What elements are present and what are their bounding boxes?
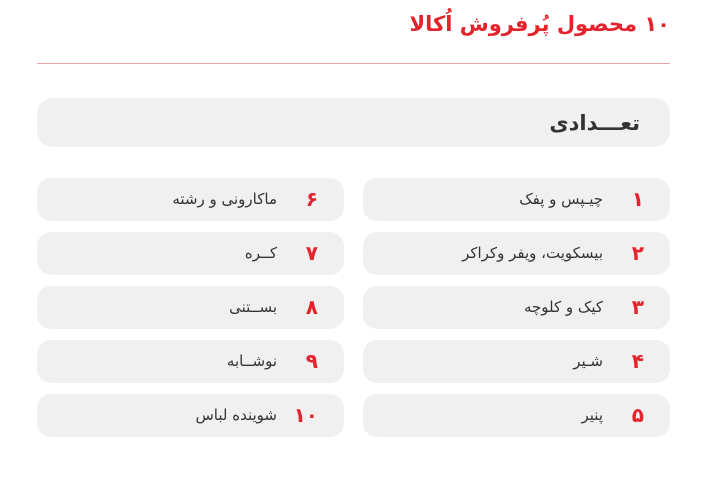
product-row — [363, 394, 670, 437]
product-rank: ۷ — [305, 241, 318, 265]
product-rank: ۹ — [305, 349, 318, 373]
product-rank: ۵ — [631, 403, 644, 427]
product-rank: ۳ — [631, 295, 644, 319]
product-name: چیـپس و پفک — [519, 190, 603, 208]
product-name: شوینده لباس — [195, 406, 277, 424]
title-divider — [37, 63, 670, 64]
category-box — [37, 98, 670, 147]
product-rank: ۱ — [631, 187, 644, 211]
product-rank: ۶ — [305, 187, 318, 211]
product-name: ماکارونی و رشته — [172, 190, 277, 208]
product-row — [363, 286, 670, 329]
category-label: تعـــدادی — [549, 110, 640, 135]
product-name: بیسکویت، ویفر وکراکر — [462, 244, 603, 262]
product-name: بســتنی — [229, 298, 277, 316]
product-name: کــره — [244, 244, 277, 262]
product-row — [37, 178, 344, 221]
product-rank: ۴ — [631, 349, 644, 373]
product-rank: ۸ — [305, 295, 318, 319]
product-row — [363, 232, 670, 275]
product-row — [363, 178, 670, 221]
product-name: پنیر — [581, 406, 603, 424]
product-name: نوشــابه — [226, 352, 277, 370]
product-list-right — [363, 178, 670, 439]
page-title: ۱۰ محصول پُرفروش اُکالا — [409, 12, 670, 36]
product-row — [37, 394, 344, 437]
product-rank: ۱۰ — [293, 403, 318, 427]
product-name: شـیر — [573, 352, 603, 370]
product-row — [363, 340, 670, 383]
product-rank: ۲ — [631, 241, 644, 265]
product-name: کیک و کلوچه — [523, 298, 603, 316]
product-row — [37, 286, 344, 329]
product-list-left — [37, 178, 344, 439]
product-row — [37, 340, 344, 383]
product-row — [37, 232, 344, 275]
